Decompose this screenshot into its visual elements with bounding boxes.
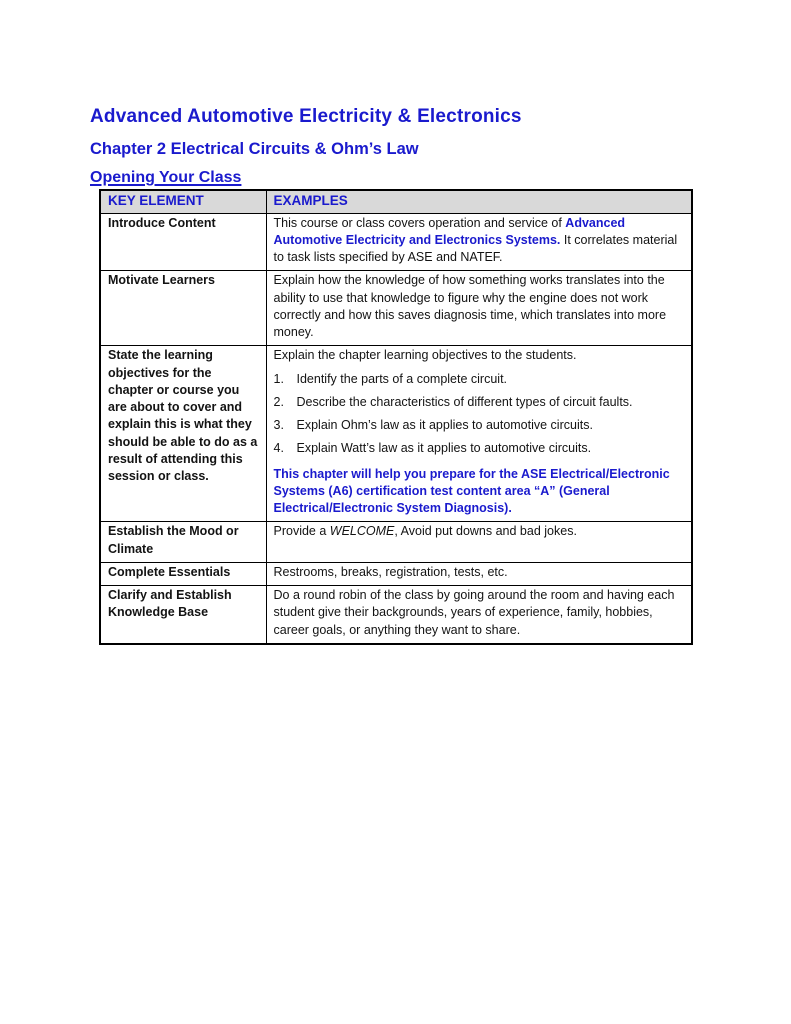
col-header-examples: EXAMPLES	[266, 190, 692, 213]
doc-subtitle: Chapter 2 Electrical Circuits & Ohm’s Law	[90, 140, 419, 158]
list-item	[274, 417, 685, 434]
doc-title: Advanced Automotive Electricity & Electronics	[90, 106, 522, 127]
table-row-learning-objectives	[100, 346, 692, 522]
list-item-text: Describe the characteristics of different types of circuit faults.	[296, 394, 633, 409]
list-item	[274, 440, 685, 457]
list-item-number: 2.	[273, 394, 284, 409]
table-header-row	[100, 190, 692, 213]
list-item	[274, 394, 685, 411]
text-run: Provide a	[273, 524, 330, 539]
table-row-clarify-knowledge-base	[100, 586, 692, 644]
key-element-cell: Complete Essentials	[100, 562, 266, 585]
text-run: , Avoid put downs and bad jokes.	[394, 524, 577, 539]
list-item-text: Explain Watt’s law as it applies to automotive circuits.	[296, 441, 592, 456]
key-element-table	[99, 189, 693, 645]
key-element-cell: Establish the Mood or Climate	[100, 522, 266, 563]
examples-cell	[266, 346, 692, 522]
list-item-number: 3.	[273, 418, 284, 433]
col-header-key-element: KEY ELEMENT	[100, 190, 266, 213]
list-item	[274, 371, 685, 388]
key-element-cell: Clarify and Establish Knowledge Base	[100, 586, 266, 644]
list-item-text: Identify the parts of a complete circuit.	[296, 371, 508, 386]
list-item-text: Explain Ohm’s law as it applies to automotive circuits.	[296, 418, 593, 433]
text-run-emphasis: Advanced Automotive Electricity and Electronics Systems.	[273, 215, 626, 247]
table-row-complete-essentials	[100, 562, 692, 585]
text-run-italic: WELCOME	[329, 524, 395, 539]
examples-cell: Restrooms, breaks, registration, tests, etc.	[266, 562, 692, 585]
examples-cell	[266, 213, 692, 271]
examples-cell: Explain how the knowledge of how something works translates into the ability to use that knowledge to figure why the engine does not work correctly and how this saves diagnosis time, which translates into more money.	[266, 271, 692, 346]
list-item-number: 1.	[273, 371, 284, 386]
key-element-cell: Motivate Learners	[100, 271, 266, 346]
table-row-motivate-learners	[100, 271, 692, 346]
examples-cell	[266, 522, 692, 563]
text-run: It correlates material to task lists specified by ASE and NATEF.	[273, 232, 678, 265]
table-row-introduce-content	[100, 213, 692, 271]
key-element-cell: State the learning objectives for the chapter or course you are about to cover and explain this is what they should be able to do as a result of attending this session or class.	[100, 346, 266, 522]
key-element-cell: Introduce Content	[100, 213, 266, 271]
section-heading: Opening Your Class	[90, 169, 242, 186]
objectives-intro: Explain the chapter learning objectives to the students.	[273, 348, 577, 363]
list-item-number: 4.	[273, 441, 284, 456]
table-row-establish-mood	[100, 522, 692, 563]
text-run: This course or class covers operation and service of	[273, 215, 566, 230]
ase-certification-note: This chapter will help you prepare for the ASE Electrical/Electronic Systems (A6) certification test content area “A” (General Electrical/Electronic System Diagnosis).	[273, 466, 670, 516]
examples-cell: Do a round robin of the class by going around the room and having each student give their backgrounds, years of experience, family, hobbies, career goals, or anything they want to share.	[266, 586, 692, 644]
